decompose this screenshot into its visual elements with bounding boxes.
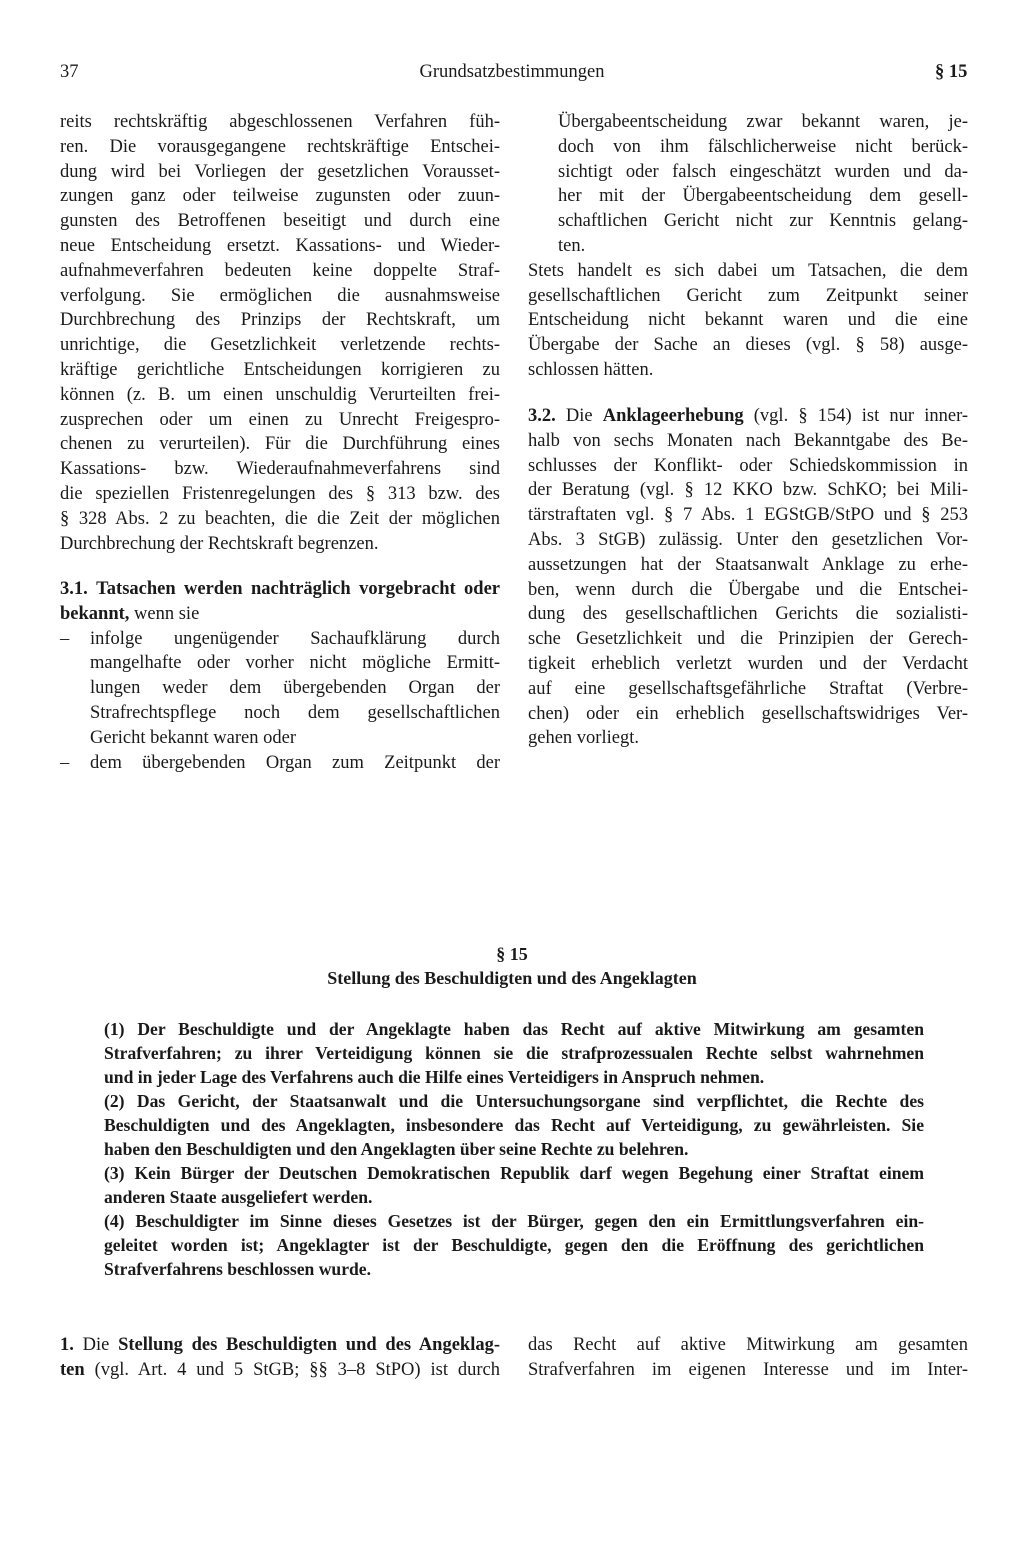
text-line: doch von ihm fälschlicherweise nicht berück- [558, 136, 968, 157]
dash-bullet: – [60, 628, 70, 649]
text-line: das Recht auf aktive Mitwirkung am gesamten [528, 1335, 968, 1355]
law-line: Strafverfahrens beschlossen wurde. [104, 1259, 371, 1279]
commentary-rest: (vgl. Art. 4 und 5 StGB; §§ 3–8 StPO) ist durch [94, 1359, 500, 1380]
left-column-paragraph [60, 110, 500, 556]
section-reference: § 15 [935, 62, 968, 82]
text-line: gunsten des Betroffenen beseitigt und durch eine [60, 211, 500, 232]
heading-rest: wenn sie [134, 603, 200, 624]
commentary-left [60, 1333, 500, 1383]
list-item [60, 751, 500, 776]
text-line: der Beratung (vgl. § 12 KKO bzw. SchKO; bei Mili- [528, 480, 968, 501]
text-line: mangelhafte oder vorher nicht mögliche Ermitt- [90, 653, 500, 674]
text-line: Kassations- bzw. Wiederaufnahmeverfahrens sind [60, 459, 500, 480]
section-heading [528, 404, 968, 429]
text-line: auf eine gesellschaftsgefährliche Straftat (Verbre- [528, 678, 968, 699]
text-line: aussetzungen hat der Staatsanwalt Anklage zu erhe- [528, 554, 968, 575]
law-line: anderen Staate ausgeliefert werden. [104, 1187, 373, 1207]
text-line: infolge ungenügender Sachaufklärung durch [90, 628, 500, 649]
text-line: neue Entscheidung ersetzt. Kassations- und Wieder- [60, 235, 500, 256]
law-line: (4) Beschuldigter im Sinne dieses Gesetzes ist der Bürger, gegen den ein Ermittlungsverfahren ein- [104, 1211, 924, 1231]
text-line: Gericht bekannt waren oder [90, 727, 296, 748]
text-line: ten. [558, 235, 586, 256]
law-line: und in jeder Lage des Verfahrens auch die Hilfe eines Verteidigers in Anspruch nehmen. [104, 1067, 765, 1087]
right-column-continuation [528, 110, 968, 383]
text-line: tigkeit erheblich verletzt wurden und der Verdacht [528, 653, 968, 674]
text-line: reits rechtskräftig abgeschlossenen Verfahren füh- [60, 112, 500, 132]
text-line: lungen weder dem übergebenden Organ der [90, 678, 500, 699]
text-line: verfolgung. Sie ermöglichen die ausnahmsweise [60, 285, 500, 306]
page-number: 37 [60, 62, 79, 82]
text-line: sichtigt oder falsch eingeschätzt wurden und da- [558, 161, 968, 182]
text-line: kräftige gerichtliche Entscheidungen korrigieren zu [60, 359, 500, 380]
law-line: (1) Der Beschuldigte und der Angeklagte haben das Recht auf aktive Mitwirkung am gesamten [104, 1019, 924, 1039]
text-line: chenen zu verurteilen). Für die Durchführung eines [60, 434, 500, 455]
text-line: aufnahmeverfahren bedeuten keine doppelte Straf- [60, 260, 500, 281]
heading-text: Anklageerhebung [602, 406, 744, 426]
commentary-number: 1. [60, 1335, 74, 1355]
text-line: dem übergebenden Organ zum Zeitpunkt der [90, 752, 500, 773]
commentary-heading [60, 1333, 500, 1358]
commentary-line [60, 1358, 500, 1383]
heading-number: 3.1. [60, 579, 88, 599]
law-section-number: § 15 [496, 944, 528, 964]
law-line: Beschuldigten und des Angeklagten, insbesondere das Recht auf Verteidigung, zu gewährleisten. Sie [104, 1115, 924, 1135]
text-line: Entscheidung nicht bekannt waren und die eine [528, 310, 968, 331]
list-item [60, 627, 500, 751]
commentary-pre: Die [82, 1335, 110, 1355]
commentary-bold: Stellung des Beschuldigten und des Angeklag- [118, 1335, 501, 1355]
text-line: § 328 Abs. 2 zu beachten, die die Zeit der möglichen [60, 508, 500, 529]
text-line: her mit der Übergabeentscheidung dem gesell- [558, 186, 968, 207]
text-line: Stets handelt es sich dabei um Tatsachen, die dem [528, 260, 968, 281]
text-line: Durchbrechung des Prinzips der Rechtskraft, um [60, 310, 500, 331]
text-line: unrichtige, die Gesetzlichkeit verletzende rechts- [60, 335, 500, 356]
text-line: schlossen hätten. [528, 359, 654, 380]
dash-bullet: – [60, 752, 70, 773]
running-title: Grundsatzbestimmungen [419, 62, 605, 82]
section-3-2 [528, 404, 968, 751]
text-line: schaftlichen Gericht nicht zur Kenntnis gelang- [558, 211, 968, 232]
heading-text: bekannt, [60, 603, 130, 624]
law-text [104, 1017, 924, 1281]
text-line: gehen vorliegt. [528, 728, 639, 749]
text-line: Abs. 3 StGB) zulässig. Unter den gesetzlichen Vor- [528, 529, 968, 550]
text-line: können (z. B. um einen unschuldig Verurteilten frei- [60, 384, 500, 405]
text-line: schlusses der Konflikt- oder Schiedskommission in [528, 455, 968, 476]
text-line: Übergabe der Sache an dieses (vgl. § 58) ausge- [528, 335, 968, 356]
text-line: Strafverfahren im eigenen Interesse und im Inter- [528, 1359, 968, 1380]
commentary-bold: ten [60, 1359, 85, 1380]
text-line: Durchbrechung der Rechtskraft begrenzen. [60, 533, 379, 554]
law-line: geleitet worden ist; Angeklagter ist der Beschuldigte, gegen den die Eröffnung des gerichtlichen [104, 1235, 924, 1255]
heading-rest: (vgl. § 154) ist nur inner- [753, 406, 969, 426]
text-line: dung wird bei Vorliegen der gesetzlichen Vorausset- [60, 161, 500, 182]
text-line: Strafrechtspflege noch dem gesellschaftlichen [90, 702, 500, 723]
section-heading [60, 577, 500, 602]
text-line: zungen ganz oder teilweise zugunsten oder zuun- [60, 186, 500, 207]
text-line: Übergabeentscheidung zwar bekannt waren, je- [558, 112, 968, 132]
text-line: tärstraftaten vgl. § 7 Abs. 1 EGStGB/StPO und § 253 [528, 505, 968, 526]
text-line: ben, wenn durch die Übergabe und die Entschei- [528, 579, 968, 600]
commentary-right [528, 1333, 968, 1383]
heading-text: Tatsachen werden nachträglich vorgebracht oder [96, 579, 500, 599]
text-line: dung des gesellschaftlichen Gerichts die sozialisti- [528, 604, 968, 625]
law-line: haben den Beschuldigten und den Angeklagten über seine Rechte zu belehren. [104, 1139, 689, 1159]
section-3-1 [60, 577, 500, 775]
law-line: Strafverfahren; zu ihrer Verteidigung können sie die strafprozessualen Rechte selbst wahrnehmen [104, 1043, 924, 1063]
law-section-title: Stellung des Beschuldigten und des Angeklagten [327, 968, 697, 988]
text-line: ren. Die vorausgegangene rechtskräftige Entschei- [60, 136, 500, 157]
text-line: halb von sechs Monaten nach Bekanntgabe des Be- [528, 430, 968, 451]
text-line: zusprechen oder um einen zu Unrecht Freigespro- [60, 409, 500, 430]
heading-number: 3.2. [528, 406, 556, 426]
heading-pre: Die [565, 406, 593, 426]
text-line: sche Gesetzlichkeit und die Prinzipien der Gerech- [528, 629, 968, 650]
text-line: die speziellen Fristenregelungen des § 313 bzw. des [60, 483, 500, 504]
law-line: (2) Das Gericht, der Staatsanwalt und die Untersuchungsorgane sind verpflichtet, die Rechte des [104, 1091, 924, 1111]
text-line: gesellschaftlichen Gericht zum Zeitpunkt seiner [528, 285, 968, 306]
law-line: (3) Kein Bürger der Deutschen Demokratischen Republik darf wegen Begehung einer Straftat einem [104, 1163, 924, 1183]
section-heading-cont [60, 602, 500, 627]
text-line: chen) oder ein erheblich gesellschaftswidriges Ver- [528, 703, 968, 724]
